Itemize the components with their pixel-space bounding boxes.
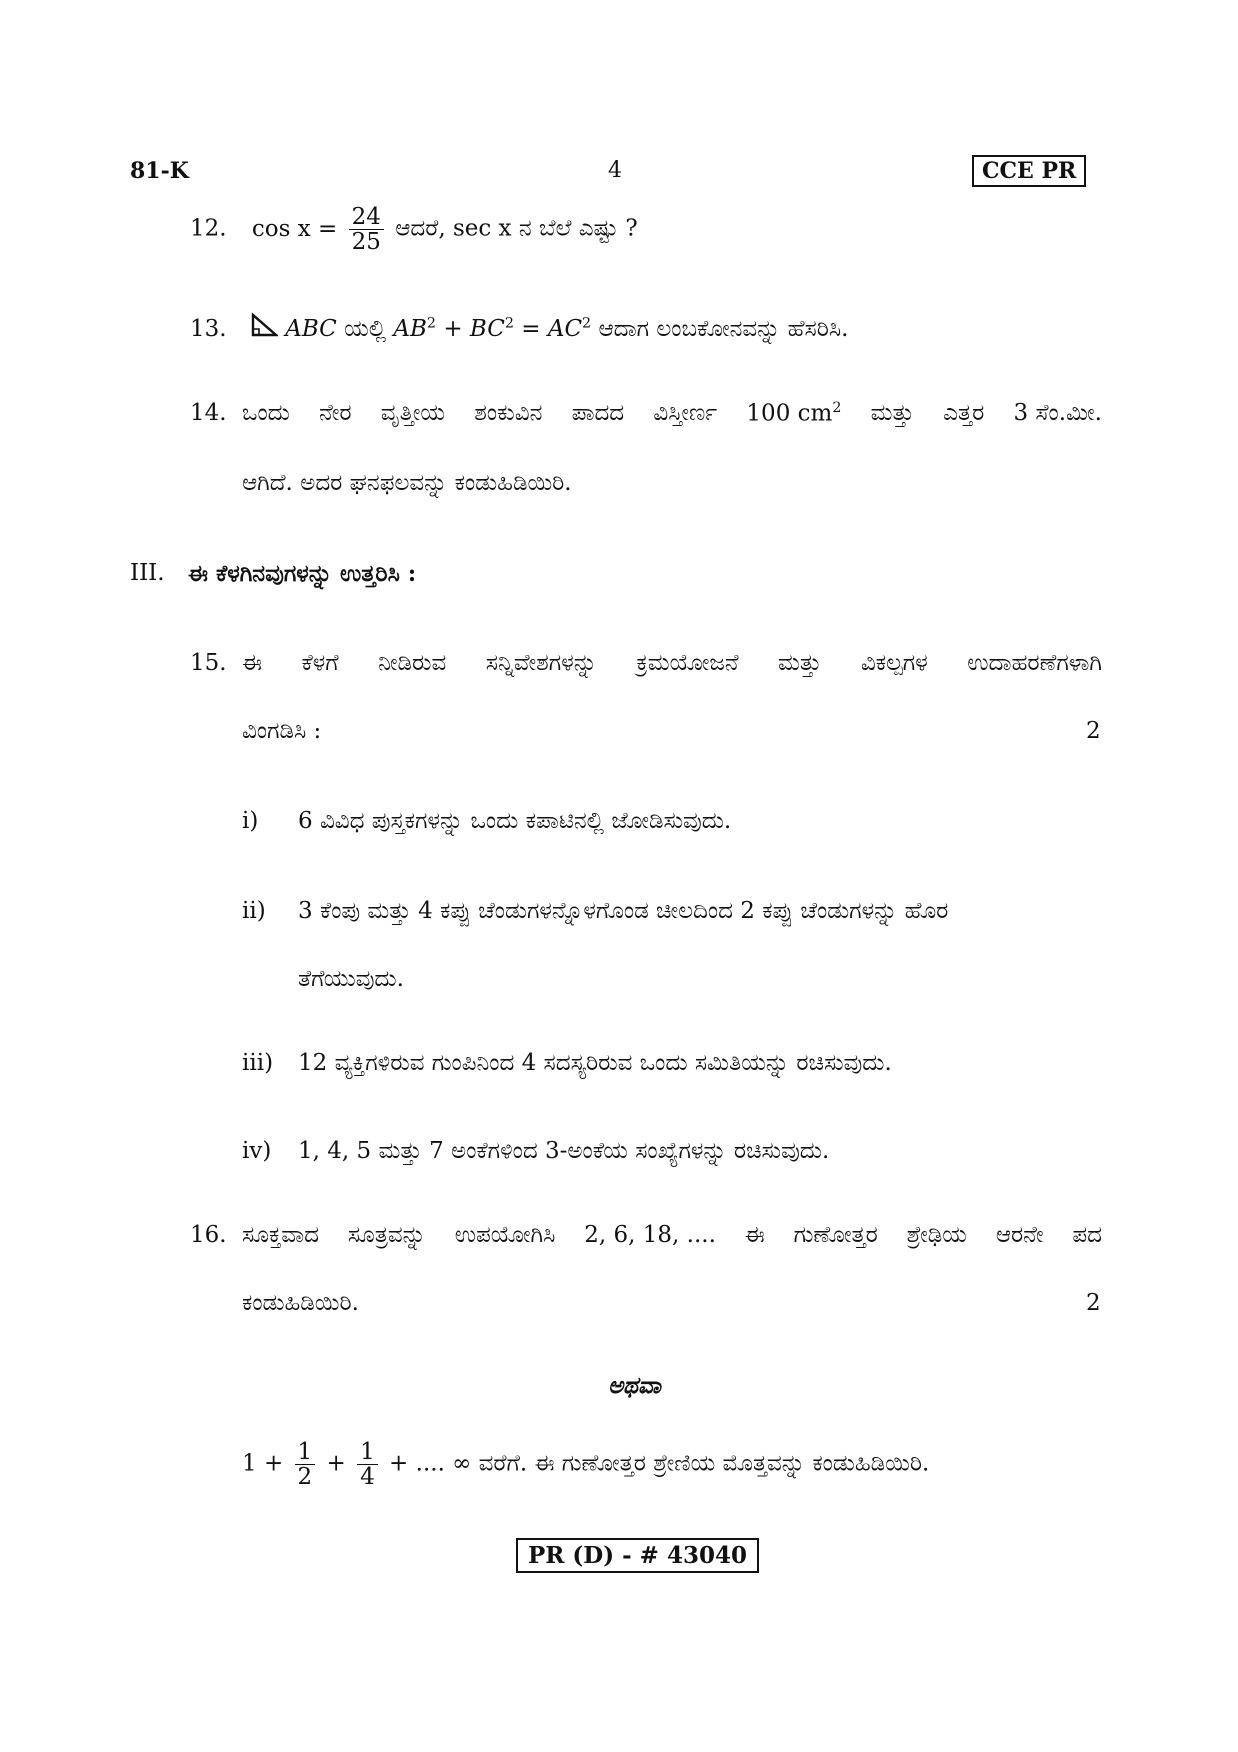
exponent: 2 [426, 315, 436, 332]
sub-item-text: 6 ವಿವಿಧ ಪುಸ್ತಕಗಳನ್ನು ಒಂದು ಕಪಾಟಿನಲ್ಲಿ ಜೋಡಿಸುವುದು. [298, 808, 732, 834]
or-separator: ಅಥವಾ [608, 1372, 661, 1399]
fraction-denominator: 25 [351, 229, 381, 256]
sub-item-label: i) [242, 808, 259, 834]
word: ನೀಡಿರುವ [378, 650, 447, 676]
fraction-numerator: 24 [349, 205, 384, 230]
triangle-icon [250, 312, 278, 338]
sub-item-label: iv) [242, 1138, 272, 1164]
word: ಕ್ರಮಯೋಜನೆ [636, 650, 739, 676]
word: ನೇರ [319, 400, 352, 426]
triangle-name: ABC [285, 316, 337, 342]
word: ಪಾದದ [571, 400, 625, 426]
word: ಆರನೇ [995, 1222, 1044, 1248]
question-14-line-1 [242, 400, 1102, 427]
word: ಮತ್ತು [778, 650, 822, 676]
word: ಪದ [1072, 1222, 1102, 1248]
exponent: 2 [582, 315, 592, 332]
word: ಶ್ರೇಢಿಯ [906, 1222, 967, 1248]
section-number: III. [130, 560, 165, 586]
fraction-denominator: 4 [360, 1464, 375, 1491]
word: ಸೂಕ್ತವಾದ [242, 1222, 319, 1248]
fraction-denominator: 2 [297, 1464, 313, 1491]
paper-code: 81-K [130, 158, 189, 184]
series-fraction [295, 1440, 316, 1489]
question-15-line-1 [242, 650, 1102, 676]
equals-sign: = [521, 316, 541, 342]
plus-sign: + [326, 1450, 346, 1477]
word: 100 cm [746, 400, 833, 427]
fraction-numerator: 1 [295, 1440, 316, 1465]
plus-sign: + [443, 316, 463, 342]
area-value [746, 400, 841, 427]
q12-suffix: ಆದರೆ, sec x ನ ಬೆಲೆ ಎಷ್ಟು ? [395, 215, 638, 242]
q13-text-2: ಆದಾಗ ಲಂಬಕೋನವನ್ನು ಹೆಸರಿಸಿ. [598, 316, 849, 342]
word: ಒಂದು [242, 400, 290, 426]
question-12 [190, 205, 638, 254]
question-14-line-2: ಆಗಿದೆ. ಅದರ ಘನಫಲವನ್ನು ಕಂಡುಹಿಡಿಯಿರಿ. [242, 470, 572, 496]
word: ವಿಸ್ತೀರ್ಣ [653, 400, 718, 426]
question-16-line-2: ಕಂಡುಹಿಡಿಯಿರಿ. [242, 1290, 359, 1316]
question-15-number: 15. [190, 650, 227, 676]
word: ಮತ್ತು [870, 400, 914, 426]
sub-item-text: 3 ಕೆಂಪು ಮತ್ತು 4 ಕಪ್ಪು ಚೆಂಡುಗಳನ್ನೊಳಗೊಂಡ ಚೀಲದಿಂದ 2 ಕಪ್ಪು ಚೆಂಡುಗಳನ್ನು ಹೊರ [298, 898, 949, 924]
q13-text-1: ಯಲ್ಲಿ [344, 316, 387, 342]
question-number: 12. [190, 215, 227, 242]
word: ಸೂತ್ರವನ್ನು [347, 1222, 426, 1248]
word: ಗುಣೋತ್ತರ [793, 1222, 878, 1248]
sub-item-text: 12 ವ್ಯಕ್ತಿಗಳಿರುವ ಗುಂಪಿನಿಂದ 4 ಸದಸ್ಯರಿರುವ ಒಂದು ಸಮಿತಿಯನ್ನು ರಚಿಸುವುದು. [298, 1050, 892, 1076]
word: 2, 6, 18, .... [584, 1222, 716, 1248]
alternative-question [242, 1440, 929, 1489]
word: ಉಪಯೋಗಿಸಿ [454, 1222, 556, 1248]
marks: 2 [1086, 1290, 1101, 1316]
word: ಎತ್ತರ [943, 400, 985, 426]
q12-fraction [349, 205, 384, 254]
eq-term-ab: AB [393, 316, 427, 342]
question-16-line-1 [242, 1222, 1102, 1248]
word: 3 ಸೆಂ.ಮೀ. [1013, 400, 1102, 426]
question-15-line-2: ವಿಂಗಡಿಸಿ : [242, 718, 322, 744]
fraction-numerator: 1 [357, 1440, 378, 1465]
word: ಈ [242, 650, 262, 676]
q12-prefix: cos x = [251, 215, 338, 242]
sub-item-text-cont: ತೆಗೆಯುವುದು. [298, 966, 404, 992]
word: ವಿಕಲ್ಪಗಳ [860, 650, 928, 676]
section-title: ಈ ಕೆಳಗಿನವುಗಳನ್ನು ಉತ್ತರಿಸಿ : [188, 560, 417, 587]
eq-term-ac: AC [547, 316, 583, 342]
question-number: 13. [190, 316, 227, 342]
marks: 2 [1086, 718, 1101, 744]
series-fraction [357, 1440, 378, 1489]
word: ಕೆಳಗೆ [301, 650, 339, 676]
page-number: 4 [608, 158, 622, 183]
exponent: 2 [504, 315, 514, 332]
sub-item-text: 1, 4, 5 ಮತ್ತು 7 ಅಂಕೆಗಳಿಂದ 3-ಅಂಕೆಯ ಸಂಖ್ಯೆಗಳನ್ನು ರಚಿಸುವುದು. [298, 1138, 830, 1164]
exponent: 2 [832, 400, 842, 416]
series-term: 1 [242, 1450, 257, 1477]
word: ವೃತ್ತೀಯ [380, 400, 446, 426]
eq-term-bc: BC [469, 316, 505, 342]
alt-tail: + .... ∞ ವರೆಗೆ. ಈ ಗುಣೋತ್ತರ ಶ್ರೇಣಿಯ ಮೊತ್ತವನ್ನು ಕಂಡುಹಿಡಿಯಿರಿ. [389, 1450, 930, 1477]
footer-code: PR (D) - # 43040 [516, 1538, 759, 1573]
sub-item-label: iii) [242, 1050, 274, 1076]
word: ಉದಾಹರಣೆಗಳಾಗಿ [967, 650, 1102, 676]
question-14-number: 14. [190, 400, 227, 426]
word: ಶಂಕುವಿನ [474, 400, 543, 426]
header-tag: CCE PR [972, 155, 1086, 187]
sub-item-label: ii) [242, 898, 266, 924]
plus-sign: + [263, 1450, 284, 1477]
word: ಈ [744, 1222, 765, 1248]
question-16-number: 16. [190, 1222, 227, 1248]
question-13 [190, 312, 848, 342]
word: ಸನ್ನಿವೇಶಗಳನ್ನು [485, 650, 597, 676]
